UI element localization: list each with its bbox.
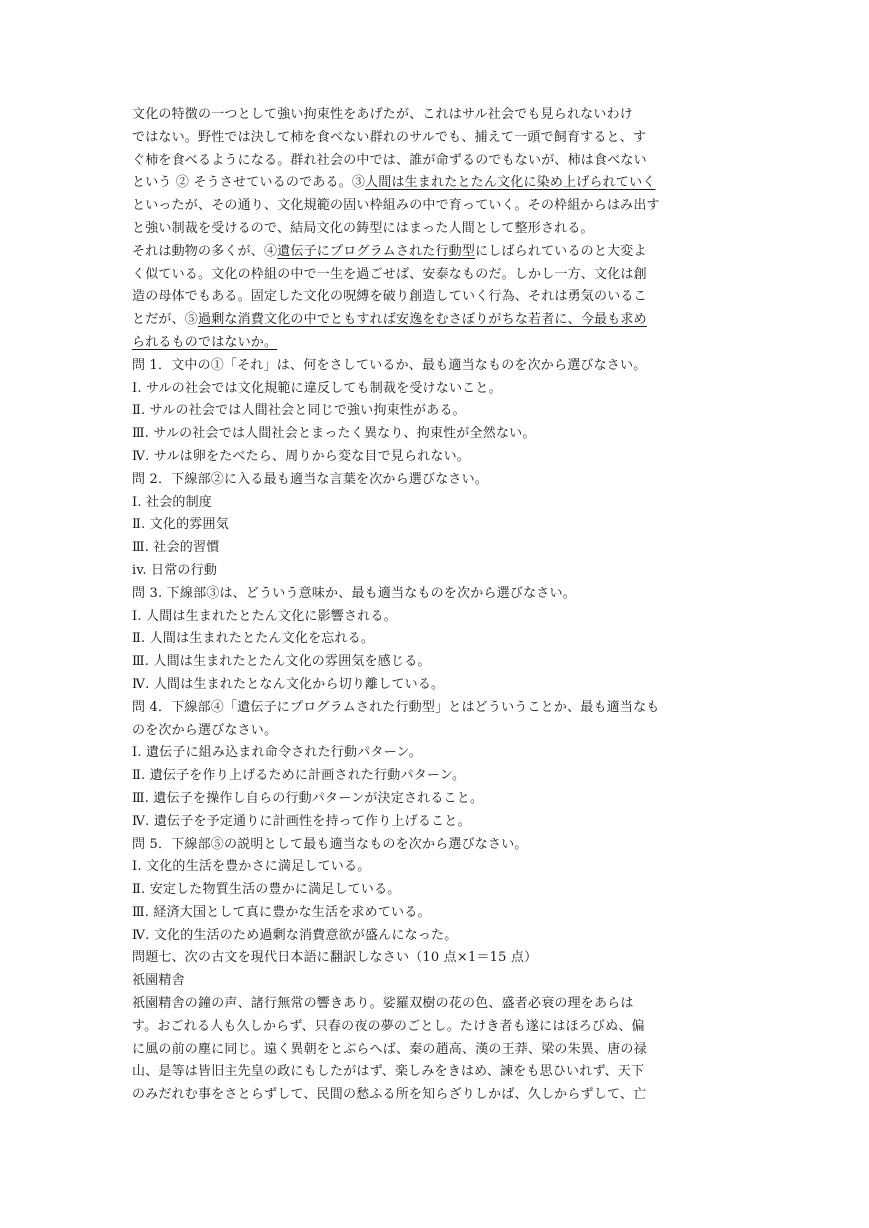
passage-text: という ② そうさせているのである。③ <box>132 175 366 191</box>
classical-text-title: 祇園精舎 <box>132 973 185 989</box>
passage-line: く似ている。文化の枠組の中で一生を過ごせば、安泰なものだ。しかし一方、文化は創 <box>132 266 647 282</box>
question-2-option: Ⅲ. 社会的習慣 <box>132 540 220 556</box>
underlined-phrase-3: 人間は生まれたとたん文化に染め上げられていく <box>365 175 656 191</box>
question-2-option: iv. 日常の行動 <box>132 562 218 578</box>
question-3-option: Ⅱ. 人間は生まれたとたん文化を忘れる。 <box>132 631 375 647</box>
passage-line: といったが、その通り、文化規範の固い枠組みの中で育っていく。その枠組からはみ出す <box>132 198 660 214</box>
underlined-phrase-5-cont: られるものではないか。 <box>132 334 278 350</box>
question-3-option: Ⅳ. 人間は生まれたとなん文化から切り離している。 <box>132 676 445 692</box>
underlined-phrase-4: 遺伝子にプログラムされた行動型 <box>277 243 476 259</box>
question-2-option: Ⅰ. 社会的制度 <box>132 494 212 510</box>
question-4-option: Ⅲ. 遺伝子を操作し自らの行動パターンが決定されること。 <box>132 790 484 806</box>
passage-line <box>132 309 744 332</box>
passage-text: にしばられているのと大変よ <box>475 243 647 259</box>
question-1-stem: 問 1．文中の①「それ」は、何をさしているか、最も適当なものを次から選びなさい。 <box>132 357 647 373</box>
question-3-option: Ⅰ. 人間は生まれたとたん文化に影響される。 <box>132 608 397 624</box>
question-4-option: Ⅳ. 遺伝子を予定通りに計画性を持って作り上げること。 <box>132 813 471 829</box>
passage-line <box>132 241 744 264</box>
underlined-phrase-5: 過剰な消費文化の中でともすれば安逸をむさぼりがちな若者に、今最も求め <box>198 312 647 328</box>
passage-line: 文化の特徴の一つとして強い拘束性をあげたが、これはサル社会でも見られないわけ <box>132 107 633 122</box>
passage-text: それは動物の多くが、④ <box>132 243 278 259</box>
question-5-option: Ⅲ. 経済大国として真に豊かな生活を求めている。 <box>132 904 431 920</box>
question-5-option: Ⅰ. 文化的生活を豊かさに満足している。 <box>132 859 371 875</box>
question-4-stem: 問 4．下線部④「遺伝子にプログラムされた行動型」とはどういうことか、最も適当なも <box>132 699 660 715</box>
classical-text-line: に風の前の塵に同じ。遠く異朝をとぶらへば、秦の趙高、漢の王莽、梁の朱異、唐の禄 <box>132 1041 647 1057</box>
classical-text-line: 祇園精舎の鐘の声、諸行無常の響きあり。娑羅双樹の花の色、盛者必衰の理をあらは <box>132 996 634 1012</box>
classical-text-line: のみだれむ事をさとらずして、民間の愁ふる所を知らざりしかば、久しからずして、亡 <box>132 1087 647 1103</box>
question-3-stem: 問 3. 下線部③は、どういう意味か、最も適当なものを次から選びなさい。 <box>132 585 576 601</box>
passage-line: と強い制裁を受けるので、結局文化の鋳型にはまった人間として整形される。 <box>132 220 594 236</box>
classical-text-line: 山、是等は皆旧主先皇の政にもしたがはず、楽しみをきはめ、諫をも思ひいれず、天下 <box>132 1064 645 1080</box>
question-4-option: Ⅰ. 遺伝子に組み込まれ命令された行動パターン。 <box>132 745 422 761</box>
question-1-option: Ⅰ. サルの社会では文化規範に違反しても制裁を受けないこと。 <box>132 380 502 396</box>
passage-line: 造の母体でもある。固定した文化の呪縛を破り創造していく行為、それは勇気のいるこ <box>132 289 647 305</box>
question-5-stem: 問 5．下線部⑤の説明として最も適当なものを次から選びなさい。 <box>132 836 528 852</box>
question-4-stem-cont: のを次から選びなさい。 <box>132 722 278 738</box>
passage-line <box>132 172 744 195</box>
question-2-option: Ⅱ. 文化的雰囲気 <box>132 517 229 533</box>
question-5-option: Ⅱ. 安定した物質生活の豊かに満足している。 <box>132 882 401 898</box>
passage-line <box>132 332 744 355</box>
question-2-stem: 問 2．下線部②に入る最も適当な言葉を次から選びなさい。 <box>132 471 489 487</box>
passage-line: ではない。野性では決して柿を食べない群れのサルでも、捕えて一頭で飼育すると、す <box>132 129 647 145</box>
question-1-option: Ⅲ. サルの社会では人間社会とまったく異なり、拘束性が全然ない。 <box>132 426 536 442</box>
classical-text-line: す。おごれる人も久しからず、只春の夜の夢のごとし。たけき者も遂にはほろびぬ、偏 <box>132 1018 645 1034</box>
question-1-option: Ⅱ. サルの社会では人間社会と同じで強い拘束性がある。 <box>132 403 466 419</box>
question-1-option: Ⅳ. サルは卵をたべたら、周りから変な目で見られない。 <box>132 448 471 464</box>
passage-line: ぐ柿を食べるようになる。群れ社会の中では、誰が命ずるのでもないが、柿は食べない <box>132 152 647 168</box>
question-5-option: Ⅳ. 文化的生活のため過剰な消費意欲が盛んになった。 <box>132 927 458 943</box>
question-3-option: Ⅲ. 人間は生まれたとたん文化の雰囲気を感じる。 <box>132 654 431 670</box>
passage-text: とだが、⑤ <box>132 312 199 328</box>
document-page <box>132 104 744 1107</box>
section-7-heading: 問題七、次の古文を現代日本語に翻訳しなさい（10 点×1＝15 点） <box>132 950 538 966</box>
question-4-option: Ⅱ. 遺伝子を作り上げるために計画された行動パターン。 <box>132 768 466 784</box>
